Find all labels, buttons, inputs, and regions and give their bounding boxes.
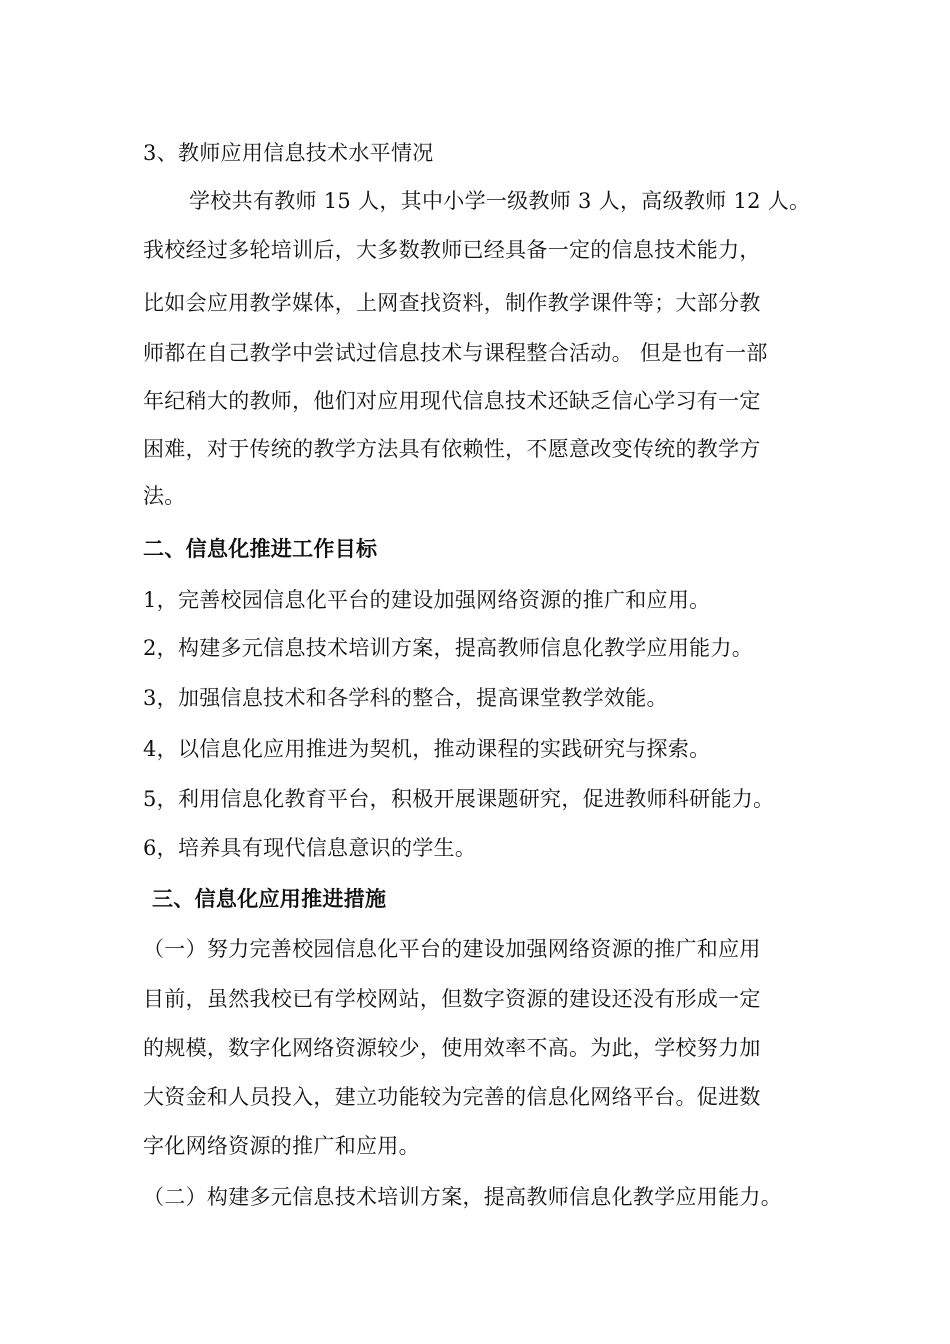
paragraph-line: 困难，对于传统的教学方法具有依赖性，不愿意改变传统的教学方 <box>143 437 761 461</box>
subsection-heading: （二）构建多元信息技术培训方案，提高教师信息化教学应用能力。 <box>143 1185 782 1209</box>
section-heading: 二、信息化推进工作目标 <box>143 537 378 561</box>
list-item: 1，完善校园信息化平台的建设加强网络资源的推广和应用。 <box>143 588 711 612</box>
section-subheading: 3、教师应用信息技术水平情况 <box>143 141 434 165</box>
list-item: 3，加强信息技术和各学科的整合，提高课堂教学效能。 <box>143 686 668 710</box>
list-item: 4，以信息化应用推进为契机，推动课程的实践研究与探索。 <box>143 737 711 761</box>
list-item: 2，构建多元信息技术培训方案，提高教师信息化教学应用能力。 <box>143 636 754 660</box>
paragraph-line: 大资金和人员投入，建立功能较为完善的信息化网络平台。促进数 <box>143 1085 761 1109</box>
paragraph-line: 字化网络资源的推广和应用。 <box>143 1134 420 1158</box>
subsection-heading: （一）努力完善校园信息化平台的建设加强网络资源的推广和应用 <box>143 937 761 961</box>
section-heading: 三、信息化应用推进措施 <box>152 887 387 911</box>
paragraph-line: 比如会应用教学媒体，上网查找资料，制作教学课件等；大部分教 <box>143 291 761 315</box>
list-item: 6，培养具有现代信息意识的学生。 <box>143 836 477 860</box>
paragraph-line: 我校经过多轮培训后，大多数教师已经具备一定的信息技术能力， <box>143 238 761 262</box>
paragraph-line: 年纪稍大的教师，他们对应用现代信息技术还缺乏信心学习有一定 <box>143 389 761 413</box>
paragraph-line: 的规模，数字化网络资源较少，使用效率不高。为此，学校努力加 <box>143 1036 761 1060</box>
paragraph-line: 师都在自己教学中尝试过信息技术与课程整合活动。 但是也有一部 <box>143 341 768 365</box>
paragraph-line: 学校共有教师 15 人，其中小学一级教师 3 人，高级教师 12 人。 <box>189 189 811 213</box>
list-item: 5，利用信息化教育平台，积极开展课题研究，促进教师科研能力。 <box>143 787 775 811</box>
paragraph-line: 法。 <box>143 484 186 508</box>
paragraph-line: 目前，虽然我校已有学校网站，但数字资源的建设还没有形成一定 <box>143 987 761 1011</box>
